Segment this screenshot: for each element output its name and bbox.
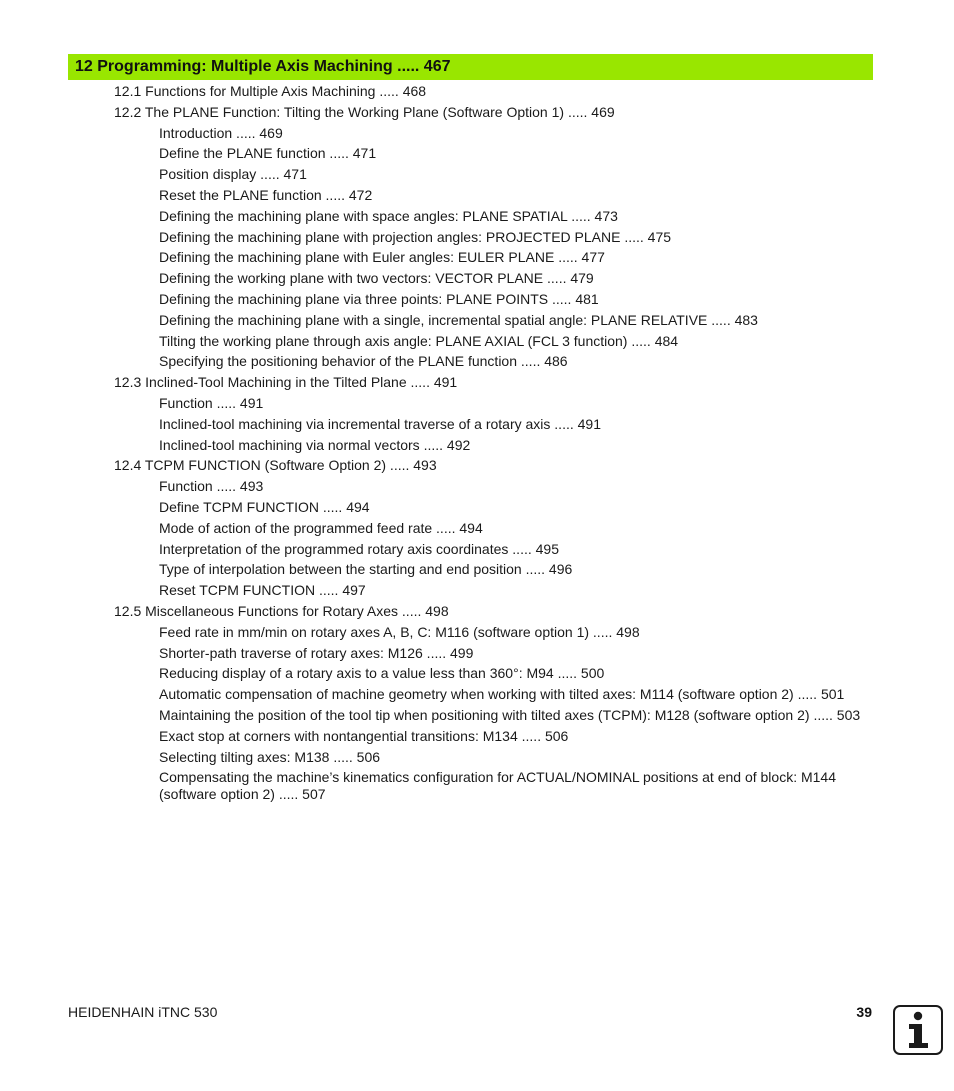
toc-subsection-link[interactable]: Defining the machining plane via three points: PLANE POINTS ..... 481 bbox=[159, 290, 599, 307]
toc-section-link[interactable]: 12.2 The PLANE Function: Tilting the Working Plane (Software Option 1) ..... 469 bbox=[114, 103, 615, 120]
footer-brand: HEIDENHAIN iTNC 530 bbox=[68, 1004, 218, 1020]
toc-subsection-link[interactable]: Introduction ..... 469 bbox=[159, 124, 283, 141]
toc-subsection-link[interactable]: Type of interpolation between the starting and end position ..... 496 bbox=[159, 561, 573, 578]
toc-subsection-link[interactable]: Maintaining the position of the tool tip when positioning with tilted axes (TCPM): M128 (software option 2) ..... 503 bbox=[159, 706, 861, 723]
page-number: 39 bbox=[856, 1004, 872, 1020]
toc-subsection-link[interactable]: Compensating the machine’s kinematics configuration for ACTUAL/NOMINAL positions at end of block: M144 (software option 2) ..... 507 bbox=[159, 769, 836, 803]
chapter-heading[interactable] bbox=[68, 54, 873, 80]
toc-subsection-link[interactable]: Automatic compensation of machine geometry when working with tilted axes: M114 (software option 2) ..... 501 bbox=[159, 686, 845, 703]
toc-subsection-link[interactable]: Feed rate in mm/min on rotary axes A, B, C: M116 (software option 1) ..... 498 bbox=[159, 623, 640, 640]
toc-subsection-link[interactable]: Function ..... 493 bbox=[159, 478, 264, 495]
toc-subsection-link[interactable]: Defining the machining plane with a single, incremental spatial angle: PLANE RELATIVE ..... 483 bbox=[159, 311, 758, 328]
toc-subsection-link[interactable]: Function ..... 491 bbox=[159, 394, 264, 411]
toc-subsection-link[interactable]: Tilting the working plane through axis angle: PLANE AXIAL (FCL 3 function) ..... 484 bbox=[159, 332, 679, 349]
table-of-contents bbox=[0, 83, 954, 807]
toc-subsection-link[interactable]: Reset TCPM FUNCTION ..... 497 bbox=[159, 582, 366, 599]
toc-subsection-link[interactable]: Reset the PLANE function ..... 472 bbox=[159, 186, 373, 203]
toc-subsection-link[interactable]: Selecting tilting axes: M138 ..... 506 bbox=[159, 748, 381, 765]
toc-subsection-link[interactable]: Specifying the positioning behavior of the PLANE function ..... 486 bbox=[159, 353, 568, 370]
chapter-heading-text: 12 Programming: Multiple Axis Machining ..... 467 bbox=[75, 58, 451, 75]
toc-subsection-link[interactable]: Defining the working plane with two vectors: VECTOR PLANE ..... 479 bbox=[159, 270, 594, 287]
toc-subsection-link[interactable]: Mode of action of the programmed feed rate ..... 494 bbox=[159, 519, 483, 536]
toc-section-link[interactable]: 12.4 TCPM FUNCTION (Software Option 2) ..... 493 bbox=[114, 457, 437, 474]
toc-subsection-link[interactable]: Defining the machining plane with projection angles: PROJECTED PLANE ..... 475 bbox=[159, 228, 672, 245]
toc-subsection-link[interactable]: Defining the machining plane with Euler angles: EULER PLANE ..... 477 bbox=[159, 249, 605, 266]
toc-subsection-link[interactable]: Inclined-tool machining via incremental traverse of a rotary axis ..... 491 bbox=[159, 415, 601, 432]
toc-section-link[interactable]: 12.3 Inclined-Tool Machining in the Tilted Plane ..... 491 bbox=[114, 374, 458, 391]
toc-section-link[interactable]: 12.1 Functions for Multiple Axis Machining ..... 468 bbox=[114, 83, 427, 99]
info-icon bbox=[893, 1005, 943, 1055]
toc-subsection-link[interactable]: Define TCPM FUNCTION ..... 494 bbox=[159, 498, 370, 515]
toc-subsection-link[interactable]: Exact stop at corners with nontangential transitions: M134 ..... 506 bbox=[159, 727, 569, 744]
toc-subsection-link[interactable]: Interpretation of the programmed rotary axis coordinates ..... 495 bbox=[159, 540, 559, 557]
toc-subsection-link[interactable]: Define the PLANE function ..... 471 bbox=[159, 145, 377, 162]
toc-subsection-link[interactable]: Defining the machining plane with space angles: PLANE SPATIAL ..... 473 bbox=[159, 207, 618, 224]
toc-subsection-link[interactable]: Inclined-tool machining via normal vectors ..... 492 bbox=[159, 436, 471, 453]
toc-subsection-link[interactable]: Shorter-path traverse of rotary axes: M126 ..... 499 bbox=[159, 644, 474, 661]
toc-subsection-link[interactable]: Position display ..... 471 bbox=[159, 166, 307, 183]
toc-section-link[interactable]: 12.5 Miscellaneous Functions for Rotary Axes ..... 498 bbox=[114, 602, 449, 619]
toc-subsection-link[interactable]: Reducing display of a rotary axis to a value less than 360°: M94 ..... 500 bbox=[159, 665, 605, 682]
